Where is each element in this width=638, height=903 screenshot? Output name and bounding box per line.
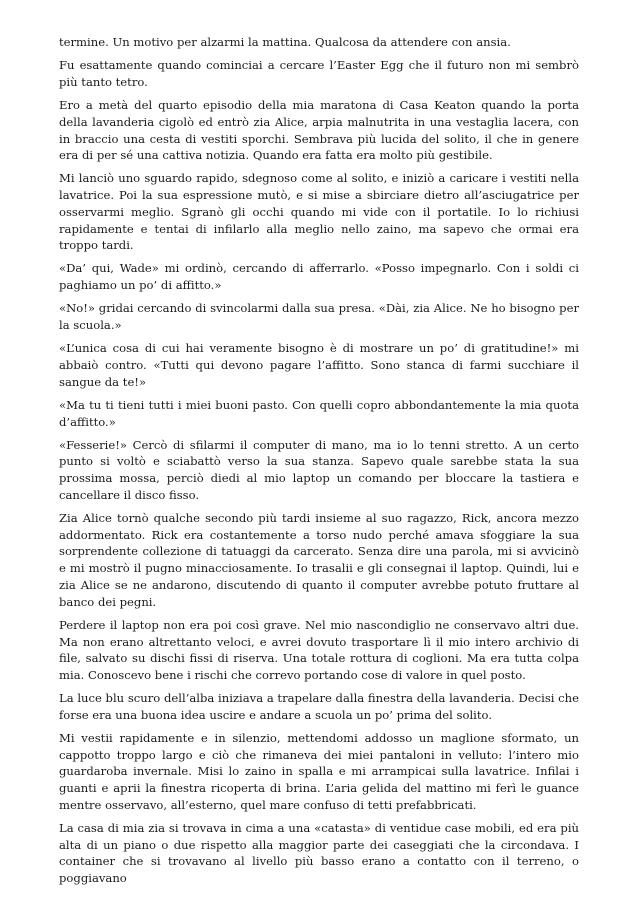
paragraph: «L’unica cosa di cui hai veramente bisogno è di mostrare un po’ di gratitudine!» mi abbaiò contro. «Tutti qui devono pagare l’affitto. Sono stanca di farmi succhiare il sangue da te!» (59, 341, 579, 389)
paragraph: «Fesserie!» Cercò di sfilarmi il computer di mano, ma io lo tenni stretto. A un certo punto si voltò e sciabattò verso la sua stanza. Sapevo quale sarebbe stata la sua prossima mossa, perciò diedi al mio laptop un comando per bloccare la tastiera e cancellare il disco fisso. (59, 437, 579, 502)
paragraph: Mi vestii rapidamente e in silenzio, mettendomi addosso un maglione sformato, un cappotto troppo largo e ciò che rimaneva dei miei pantaloni in velluto: l’intero mio guardaroba invernale. Misi lo zaino in spalla e mi arrampicai sulla lavatrice. Infilai i guanti e aprii la finestra ricoperta di brina. L’aria gelida del mattino mi ferì le guance mentre osservavo, all’esterno, quel mare confuso di tetti prefabbricati. (59, 731, 579, 812)
paragraph: termine. Un motivo per alzarmi la mattina. Qualcosa da attendere con ansia. (59, 35, 511, 49)
paragraph: La casa di mia zia si trovava in cima a una «catasta» di ventidue case mobili, ed era più alta di un piano o due rispetto alla maggior parte dei caseggiati che la circondava. I container che si trovavano al livello più basso erano a contatto con il terreno, o poggiavano (59, 821, 579, 886)
paragraph: Ero a metà del quarto episodio della mia maratona di Casa Keaton quando la porta della lavanderia cigolò ed entrò zia Alice, arpia malnutrita in una vestaglia lacera, con in braccio una cesta di vestiti sporchi. Sembrava più lucida del solito, il che in genere era di per sé una cattiva notizia. Quando era fatta era molto più gestibile. (59, 98, 579, 163)
paragraph: Mi lanciò uno sguardo rapido, sdegnoso come al solito, e iniziò a caricare i vestiti nella lavatrice. Poi la sua espressione mutò, e si mise a sbirciare dietro all’asciugatrice per osservarmi meglio. Sgranò gli occhi quando mi vide con il portatile. Io lo richiusi rapidamente e tentai di infilarlo alla meglio nello zaino, ma sapevo che ormai era troppo tardi. (59, 171, 579, 253)
paragraph: Fu esattamente quando cominciai a cercare l’Easter Egg che il futuro non mi sembrò più tanto tetro. (59, 58, 579, 89)
document-page (59, 34, 579, 893)
paragraph: Zia Alice tornò qualche secondo più tardi insieme al suo ragazzo, Rick, ancora mezzo addormentato. Rick era costantemente a torso nudo perché amava sfoggiare la sua sorprendente collezione di tatuaggi da carcerato. Senza dire una parola, mi si avvicinò e mi mostrò il pugno minacciosamente. Io trasalii e gli consegnai il laptop. Quindi, lui e zia Alice se ne andarono, discutendo di quanto il computer avrebbe potuto fruttare al banco dei pegni. (59, 511, 579, 609)
paragraph: La luce blu scuro dell’alba iniziava a trapelare dalla finestra della lavanderia. Decisi che forse era una buona idea uscire e andare a scuola un po’ prima del solito. (59, 691, 579, 722)
paragraph: «No!» gridai cercando di svincolarmi dalla sua presa. «Dài, zia Alice. Ne ho bisogno per la scuola.» (59, 301, 579, 333)
paragraph: Perdere il laptop non era poi così grave. Nel mio nascondiglio ne conservavo altri due. Ma non erano altrettanto veloci, e avrei dovuto trasportare lì il mio intero archivio di file, salvato su dischi fissi di riserva. Una totale rottura di coglioni. Ma era tutta colpa mia. Conoscevo bene i rischi che correvo portando cose di valore in quel posto. (59, 617, 579, 682)
paragraph: «Ma tu ti tieni tutti i miei buoni pasto. Con quelli copro abbondantemente la mia quota d’affitto.» (59, 397, 579, 429)
paragraph: «Da’ qui, Wade» mi ordinò, cercando di afferrarlo. «Posso impegnarlo. Con i soldi ci paghiamo un po’ di affitto.» (59, 261, 579, 293)
